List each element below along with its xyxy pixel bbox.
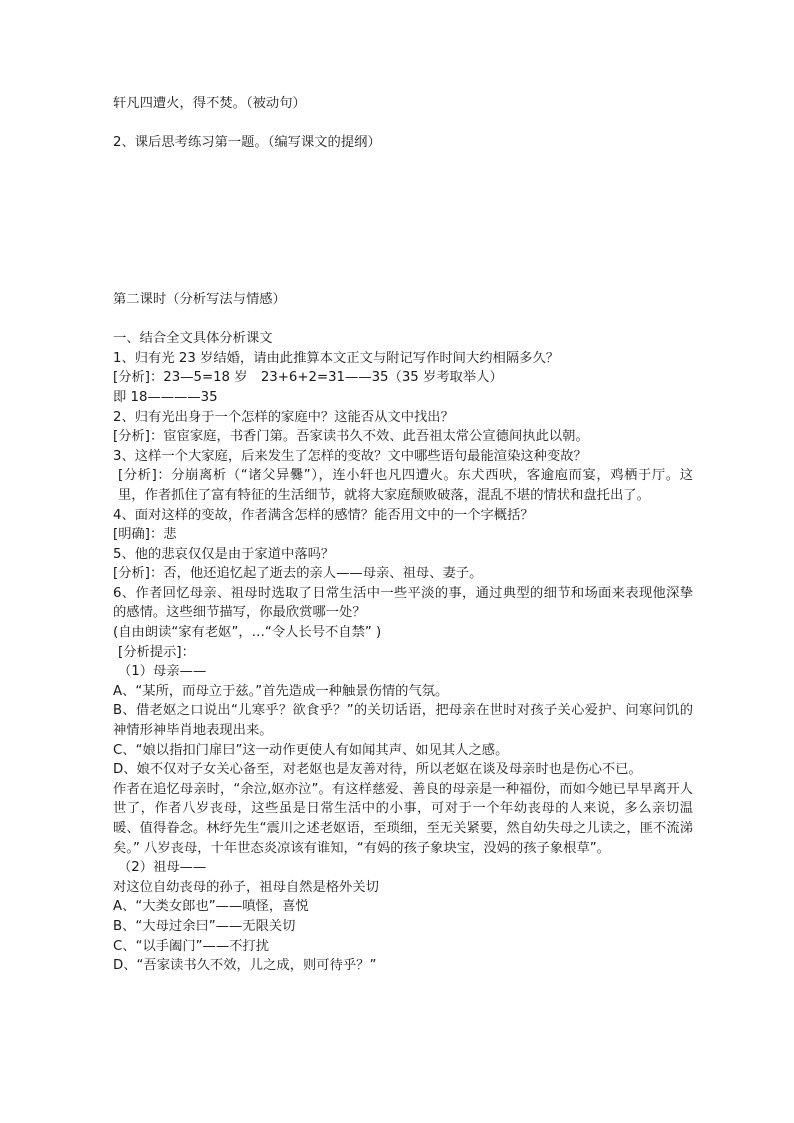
grandmother-point-a: A、“大类女郎也”——嗔怪，喜悦 [113,899,309,915]
answer-3: [分析]：分崩离析（“诸父异爨”），连小轩也凡四遭火。东犬西吠，客逾庖而宴，鸡栖于厅。这里，作者抓住了富有特征的生活细节，就将大家庭颓败破落，混乱不堪的情状和盘托出了。 [118,468,693,503]
section-heading: 一、结合全文具体分析课文 [113,331,273,347]
answer-4: [明确]：悲 [113,527,177,543]
grandmother-intro: 对这位自幼丧母的孙子，祖母自然是格外关切 [113,879,379,895]
mother-point-a: A、“某所，而母立于兹。”首先造成一种触景伤情的气氛。 [113,683,449,699]
analysis-hint: [分析提示]： [118,644,195,660]
section-title: 第二课时（分析写法与情感） [113,291,286,307]
intro-line-2: 2、课后思考练习第一题。（编写课文的提纲） [113,135,381,151]
question-5: 5、他的悲哀仅仅是由于家道中落吗？ [113,546,335,562]
question-2: 2、归有光出身于一个怎样的家庭中？这能否从文中找出？ [113,409,454,425]
mother-title: （1）母亲—— [118,664,207,680]
mother-point-b: B、借老妪之口说出“儿寒乎？欲食乎？”的关切话语，把母亲在世时对孩子关心爱护、问寒问饥的神情形神毕肖地表现出来。 [113,703,693,739]
mother-summary: 作者在追忆母亲时，“余泣,妪亦泣”。有这样慈爱、善良的母亲是一种福份，而如今她已早早离开人世了，作者八岁丧母，这些虽是日常生活中的小事，可对于一个年幼丧母的人来说，多么亲切温暖、值得眷念。林纾先生“震川之述老妪语，至琐细，至无关紧要，然自幼失母之儿读之，匪不流涕矣。” 八岁丧母，十年世态炎凉该有谁知，“有妈的孩子象块宝，没妈的孩子象根草”。 [113,781,693,856]
answer-5: [分析]：否，他还追忆起了逝去的亲人——母亲、祖母、妻子。 [113,566,483,582]
grandmother-point-b: B、“大母过余曰”——无限关切 [113,918,296,934]
grandmother-title: （2）祖母—— [118,860,207,876]
blank-line [113,114,693,134]
question-4: 4、面对这样的变故，作者满含怎样的感情？能否用文中的一个字概括？ [113,507,534,523]
question-6-note: (自由朗读“家有老妪”，…“令人长号不自禁” ) [113,625,382,641]
blank-line [113,251,693,271]
blank-line [113,310,693,330]
answer-1-line-1: [分析]：23—5=18 岁 23+6+2=31——35（35 岁考取举人） [113,370,503,386]
mother-point-c: C、“娘以指扣门扉曰”这一动作更使人有如闻其声、如见其人之感。 [113,742,509,758]
intro-line-1: 轩凡四遭火，得不焚。（被动句） [113,96,306,111]
answer-2: [分析]：宦宦家庭，书香门第。吾家读书久不效、此吾祖太常公宣德间执此以朝。 [113,429,589,445]
blank-space [113,153,693,251]
answer-1-line-2: 即 18————35 [113,389,218,405]
blank-line [113,270,693,290]
mother-point-d: D、娘不仅对子女关心备至，对老妪也是友善对待，所以老妪在谈及母亲时也是伤心不已。 [113,762,642,778]
question-6: 6、作者回忆母亲、祖母时选取了日常生活中一些平淡的事，通过典型的细节和场面来表现他深挚的感情。这些细节描写，你最欣赏哪一处？ [113,585,693,621]
question-1: 1、归有光 23 岁结婚，请由此推算本文正文与附记写作时间大约相隔多久？ [113,350,560,366]
document-body [113,94,693,976]
grandmother-point-d: D、“吾家读书久不效，儿之成，则可待乎？” [113,958,377,974]
question-3: 3、这样一个大家庭，后来发生了怎样的变故？文中哪些语句最能渲染这种变故？ [113,448,587,464]
grandmother-point-c: C、“以手阖门”——不打扰 [113,938,270,954]
